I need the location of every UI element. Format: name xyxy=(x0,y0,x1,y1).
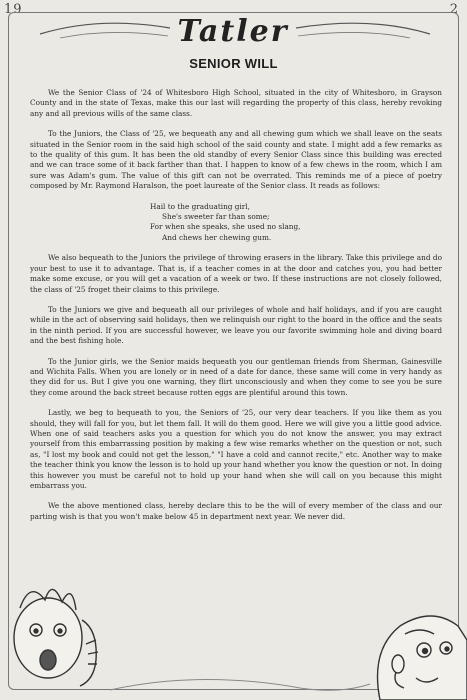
cartoon-face-right-icon xyxy=(378,616,467,700)
poem-line: Hail to the graduating girl, xyxy=(150,201,250,211)
paragraph-holidays: To the Juniors we give and bequeath all our privileges of whole and half holidays, and if you are caught while in the act of observing said holidays, then we relinquish our right to the board in the office and the seats in the ninth period. If you are successful however, we leave you our favorite swimming hole and diving board and the best fishing hole. xyxy=(30,304,442,346)
page-number-right: 2 xyxy=(449,2,459,17)
masthead-title: Tatler xyxy=(177,14,289,49)
article-body xyxy=(30,88,442,532)
cartoon-faces-illustration xyxy=(0,560,467,700)
paragraph-chewing-gum: To the Juniors, the Class of '25, we bequeath any and all chewing gum which we shall leave on the seats situated in the Senior room in the said high school of the said county and state. I might add a few remarks as to the quality of this gum. It has been the old standby of every Senior Class since this building was erected and we can trace some of it back farther than that. I happen to know of a few chews in the room, which I am sure was Adam's gum. The value of this gift can not be overrated. This reminds me of a piece of poetry composed by Mr. Raymond Haralson, the poet laureate of the Senior class. It reads as follows: xyxy=(30,129,442,191)
masthead xyxy=(0,8,467,52)
page-number-left: 19 xyxy=(4,2,23,17)
poem-line: She's sweeter far than some; xyxy=(162,212,270,222)
poem xyxy=(30,202,442,244)
poem-line: For when she speaks, she used no slang, xyxy=(150,222,301,232)
cartoon-face-left-icon xyxy=(14,589,98,686)
paragraph-erasers: We also bequeath to the Juniors the privilege of throwing erasers in the library. Take this privilege and do your best to use it to advantage. That is, if a teacher comes in at the door and catches you, you had better make some excuse, or you will get a vacation of a week or two. If these instructions are not closely followed, the class of '25 froget their claims to this privilege. xyxy=(30,253,442,294)
paragraph-closing: We the above mentioned class, hereby declare this to be the will of every member of the class and our parting wish is that you won't make below 45 in department next year. We never did. xyxy=(30,501,442,521)
paragraph-teachers: Lastly, we beg to bequeath to you, the Seniors of '25, our very dear teachers. If you like them as you should, they will fall for you, but let them fall. It will do them good. Here we will give you a little good advice. When one of said teachers asks you a question for which you do not know the answer, you may extract yourself from this embarrassing position by making a few wise remarks whether on the question or not, such as, "I lost my book and could not get the lesson," "I have a cold and cannot recite," etc. Another way to make the teacher think you know the lesson is to hold up your hand whether you know the question or not. In doing this however you must be careful not to hold up your hand when she will call on you because this might embarrass you. xyxy=(30,408,442,490)
poem-line: And chews her chewing gum. xyxy=(162,232,272,242)
paragraph-junior-girls: To the Junior girls, we the Senior maids bequeath you our gentleman friends from Sherman, Gainesville and Wichita Falls. When you are lonely or in need of a date for dance, these same will come in very handy as they did for us. But I give you one warning, they flirt unconsciously and when they come to see you be sure they come around the back street because rotten eggs are plentiful around this town. xyxy=(30,356,442,397)
page-title: SENIOR WILL xyxy=(189,56,278,71)
paragraph-intro: We the Senior Class of '24 of Whitesboro High School, situated in the city of Whitesboro, in Grayson County and in the state of Texas, make this our last will regarding the property of this class, hereby revoking any and all previous wills of the same class. xyxy=(30,88,442,118)
